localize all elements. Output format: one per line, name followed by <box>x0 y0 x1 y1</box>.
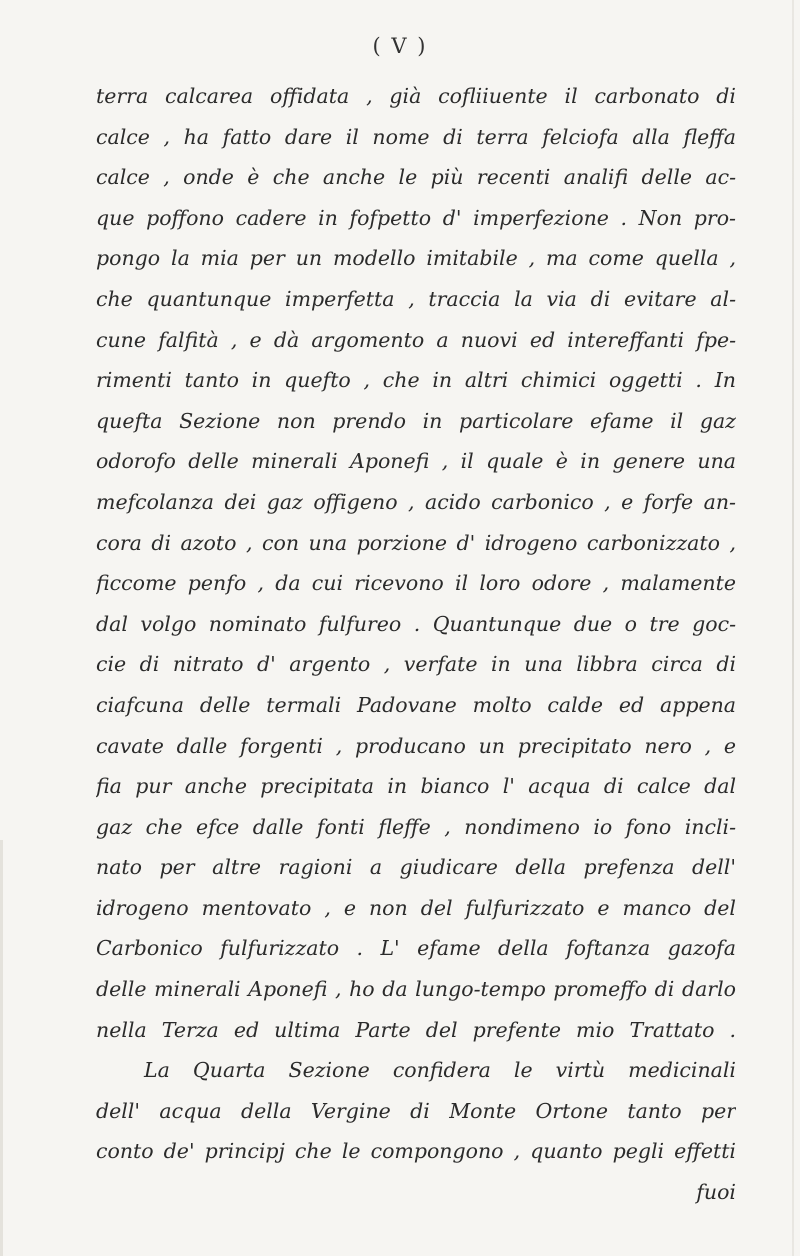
text-line: fia pur anche precipitata in bianco l' acqua di calce dal <box>96 774 736 799</box>
page-header: ( V ) <box>372 34 428 58</box>
text-line: cora di azoto , con una porzione d' idrogeno carbonizzato , <box>96 530 736 555</box>
text-line: calce , onde è che anche le più recenti analifi delle ac- <box>96 165 736 190</box>
text-line: dal volgo nominato fulfureo . Quantunque due o tre goc- <box>96 611 736 636</box>
text-line: che quantunque imperfetta , traccia la via di evitare al- <box>96 286 736 311</box>
text-line: cie di nitrato d' argento , verfate in una libbra circa di <box>96 652 736 677</box>
text-line: quefta Sezione non prendo in particolare efame il gaz <box>96 408 736 433</box>
text-line: ficcome penfo , da cui ricevono il loro odore , malamente <box>96 571 736 596</box>
text-line: terra calcarea offidata , già cofliiuente il carbonato di <box>96 84 736 108</box>
text-line: odorofo delle minerali Aponefi , il quale è in genere una <box>96 449 736 474</box>
text-line: dell' acqua della Vergine di Monte Ortone tanto per <box>96 1098 736 1123</box>
text-line: nato per altre ragioni a giudicare della prefenza dell' <box>96 855 736 880</box>
text-line: calce , ha fatto dare il nome di terra felciofa alla fleffa <box>96 124 736 149</box>
page-edge-shadow-left <box>0 840 3 1256</box>
text-line: conto de' principj che le compongono , quanto pegli effetti <box>96 1139 736 1164</box>
text-line: La Quarta Sezione confidera le virtù medicinali <box>144 1058 736 1083</box>
text-line: cune falfità , e dà argomento a nuovi ed intereffanti fpe- <box>96 327 736 352</box>
page-edge-shadow <box>792 0 794 1256</box>
text-line: cavate dalle forgenti , producano un precipitato nero , e <box>96 733 736 758</box>
text-line: Carbonico fulfurizzato . L' efame della foftanza gazofa <box>96 936 736 961</box>
text-line: nella Terza ed ultima Parte del prefente mio Trattato . <box>96 1017 736 1042</box>
text-line: que poffono cadere in fofpetto d' imperfezione . Non pro- <box>96 205 736 230</box>
catchword: fuoi <box>696 1180 736 1205</box>
text-line: delle minerali Aponefi , ho da lungo-tempo promeffo di darlo <box>96 977 736 1002</box>
page-body <box>96 76 736 1213</box>
text-line: pongo la mia per un modello imitabile , ma come quella , <box>96 246 736 271</box>
text-line: gaz che efce dalle fonti fleffe , nondimeno io fono incli- <box>96 814 736 839</box>
text-line: mefcolanza dei gaz offigeno , acido carbonico , e forfe an- <box>96 489 736 514</box>
text-line: ciafcuna delle termali Padovane molto calde ed appena <box>96 692 736 717</box>
text-line: idrogeno mentovato , e non del fulfurizzato e manco del <box>96 895 736 920</box>
text-line: rimenti tanto in quefto , che in altri chimici oggetti . In <box>96 368 736 393</box>
